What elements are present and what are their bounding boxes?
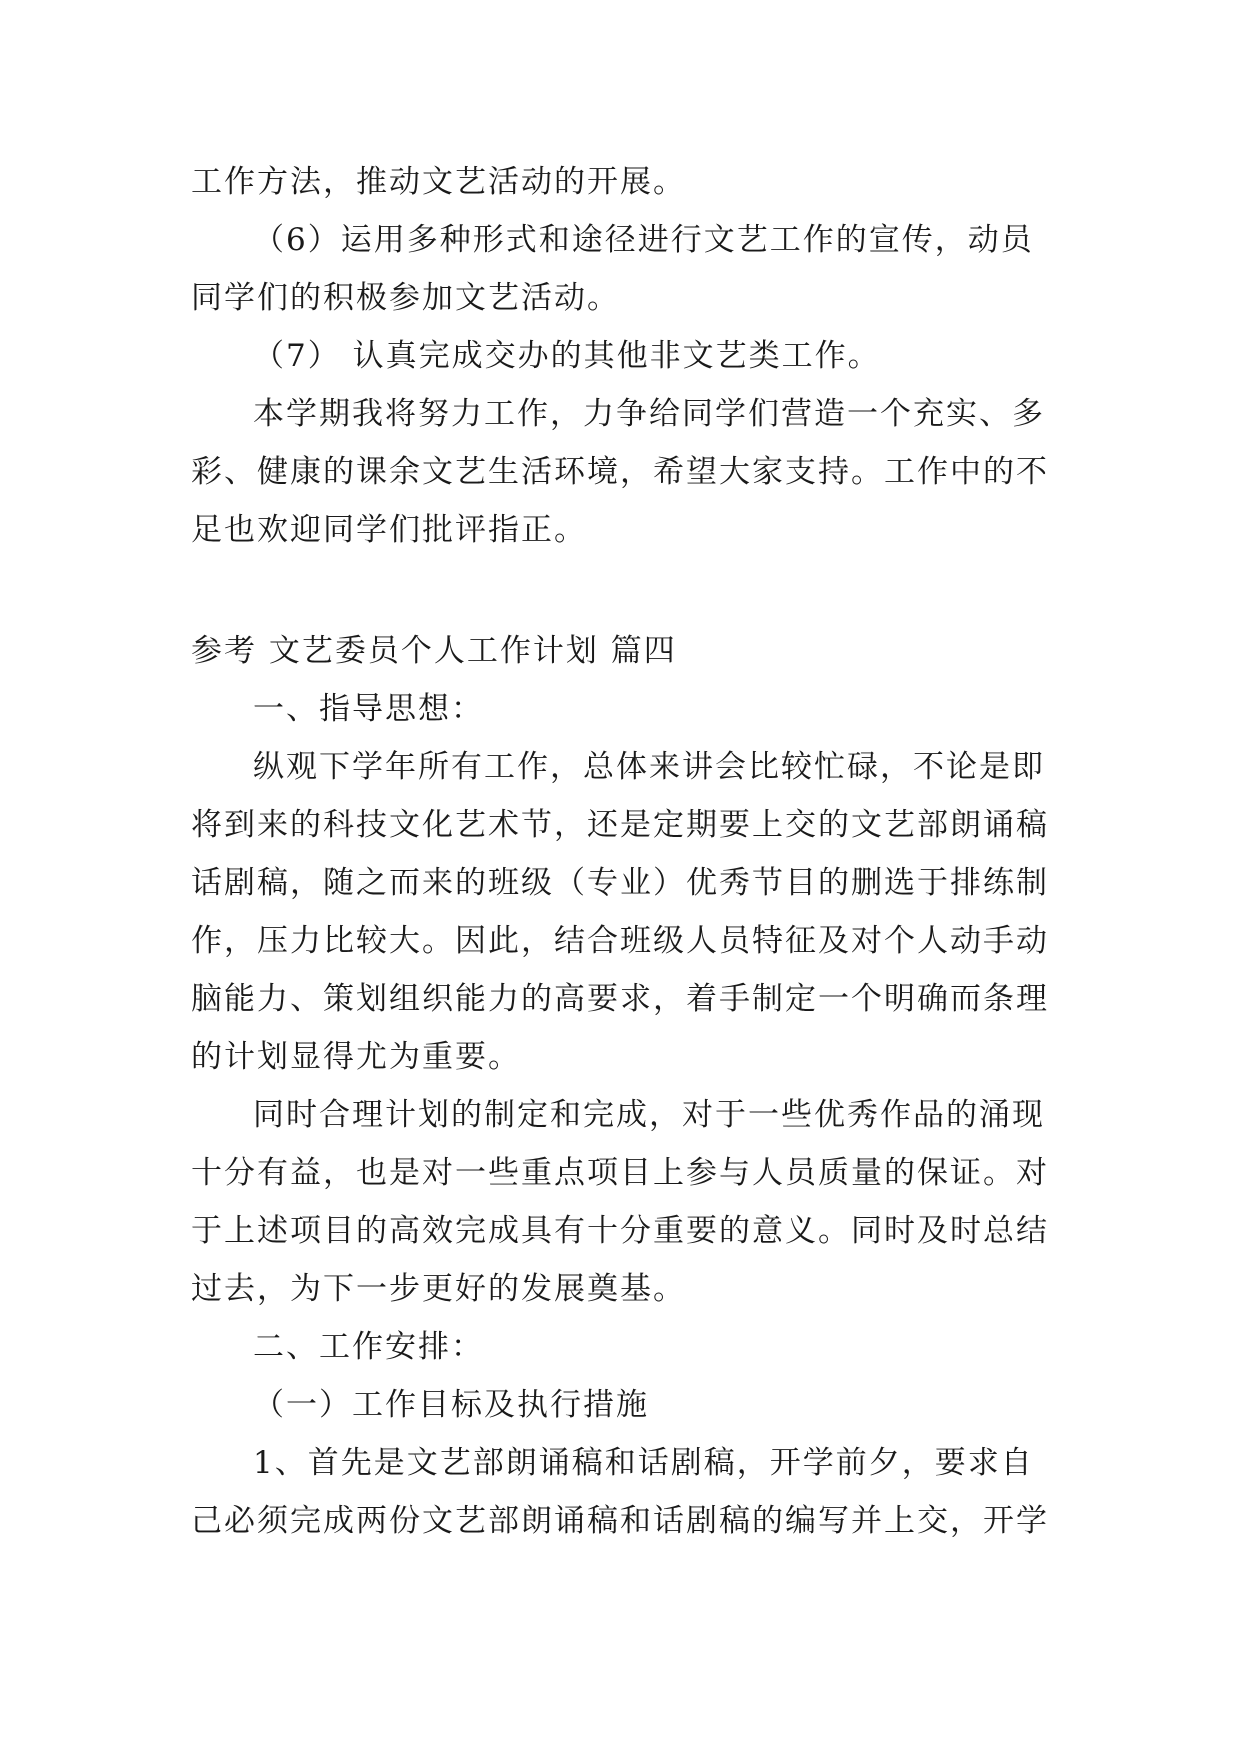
text-line: 话剧稿，随之而来的班级（专业）优秀节目的删选于排练制 [191,865,1049,901]
text-line: 过去，为下一步更好的发展奠基。 [191,1271,686,1307]
text-line: 的计划显得尤为重要。 [191,1039,521,1075]
paragraph-gap [191,559,1051,617]
subheading: 一、指导思想： [253,691,484,727]
document-body [191,153,1051,1550]
text-line: 彩、健康的课余文艺生活环境，希望大家支持。工作中的不 [191,454,1049,490]
text-line: （7） 认真完成交办的其他非文艺类工作。 [253,338,881,374]
text-line: 同时合理计划的制定和完成，对于一些优秀作品的涌现 [253,1097,1045,1133]
section-heading: 参考 文艺委员个人工作计划 篇四 [191,633,677,669]
text-line: 纵观下学年所有工作，总体来讲会比较忙碌，不论是即 [253,749,1045,785]
text-line: （6）运用多种形式和途径进行文艺工作的宣传，动员 [253,222,1034,258]
subheading: （一）工作目标及执行措施 [253,1387,649,1423]
text-line: 作，压力比较大。因此，结合班级人员特征及对个人动手动 [191,923,1049,959]
text-line: 将到来的科技文化艺术节，还是定期要上交的文艺部朗诵稿 [191,807,1049,843]
text-line: 于上述项目的高效完成具有十分重要的意义。同时及时总结 [191,1213,1049,1249]
subheading: 二、工作安排： [253,1329,484,1365]
text-line: 己必须完成两份文艺部朗诵稿和话剧稿的编写并上交，开学 [191,1503,1049,1539]
text-line: 同学们的积极参加文艺活动。 [191,280,620,316]
text-line: 脑能力、策划组织能力的高要求，着手制定一个明确而条理 [191,981,1049,1017]
text-line: 足也欢迎同学们批评指正。 [191,512,587,548]
text-line: 1、首先是文艺部朗诵稿和话剧稿，开学前夕，要求自 [253,1445,1034,1481]
text-line: 本学期我将努力工作，力争给同学们营造一个充实、多 [253,396,1045,432]
text-line: 工作方法，推动文艺活动的开展。 [191,164,686,200]
text-line: 十分有益，也是对一些重点项目上参与人员质量的保证。对 [191,1155,1049,1191]
